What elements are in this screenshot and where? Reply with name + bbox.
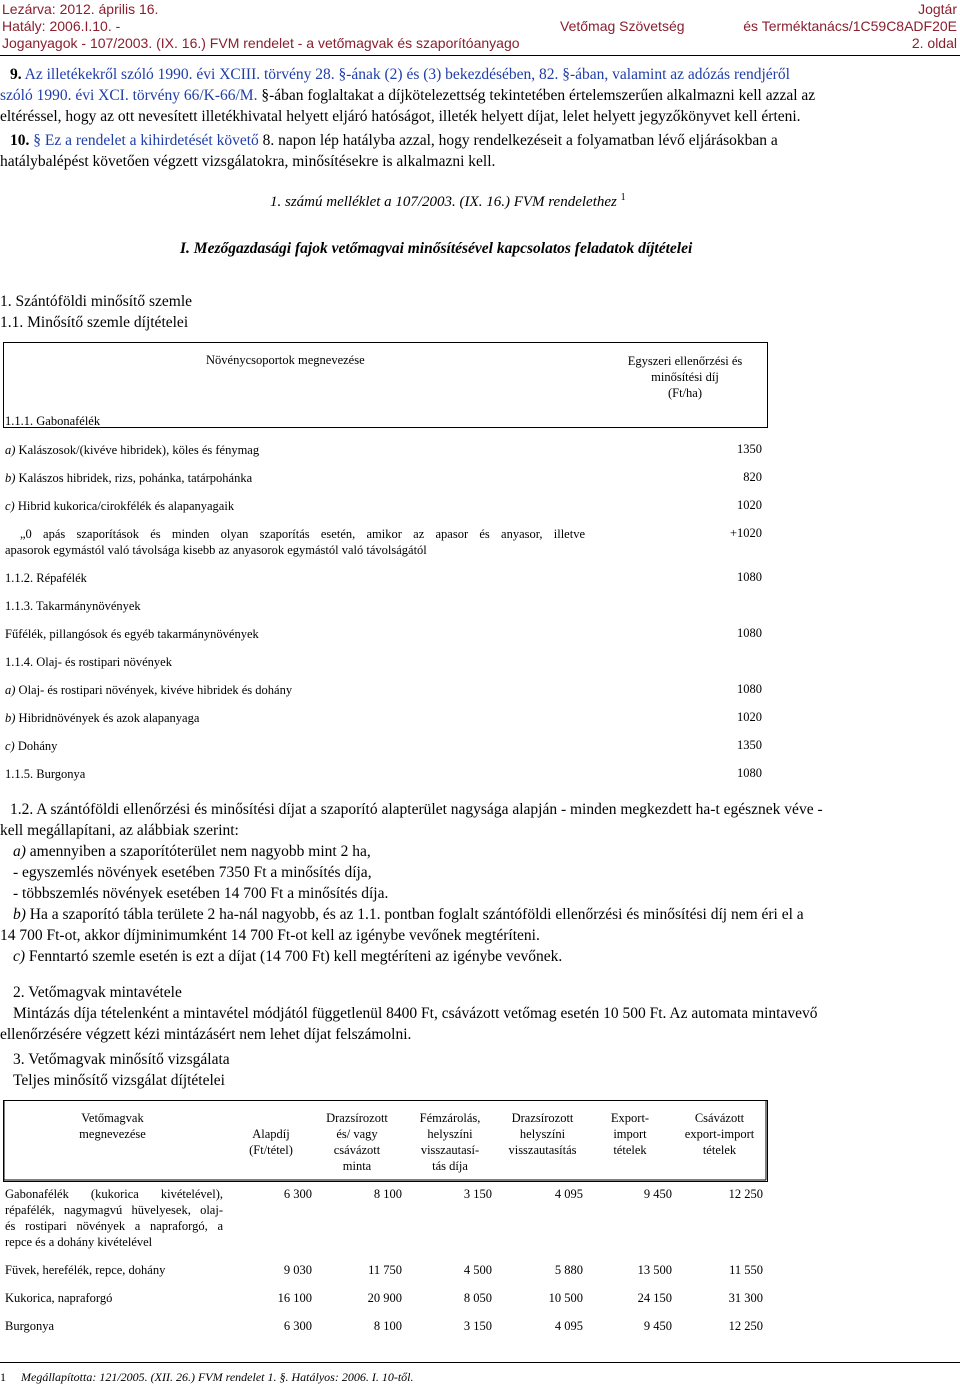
table2-cell: 8 050 — [463, 1291, 492, 1305]
table2-cell: 3 150 — [463, 1319, 492, 1333]
header-line: visszautasí- — [420, 1143, 480, 1157]
header-organization: Vetőmag Szövetség — [560, 18, 685, 34]
header-line: és/ vagy — [336, 1127, 378, 1141]
section-1-2-a1: - egyszemlés növények esetében 7350 Ft a minősítés díja, — [13, 864, 372, 881]
table2-cell: 8 100 — [373, 1187, 402, 1201]
footnote-divider — [0, 1362, 960, 1363]
header-line: megnevezése — [79, 1127, 146, 1141]
section-9-link-text[interactable]: Az illetékekről szóló 1990. évi XCIII. törvény 28. §-ának (2) és (3) bekezdésében, 82. §-ában, valamint az adózás rendjéről — [24, 66, 790, 83]
row-prefix: c) — [5, 499, 15, 513]
header-line: Alapdíj — [252, 1127, 290, 1141]
row-label: Kalászosok/(kivéve hibridek), köles és fénymag — [18, 443, 260, 457]
table1-group-label: 1.1.1. Gabonafélék — [5, 414, 101, 428]
footnote-number: 1 — [0, 1370, 6, 1384]
section-10-number: 10. — [10, 132, 30, 149]
row-name-line: Gabonafélék (kukorica kivételével), — [5, 1187, 223, 1201]
table2-col-coated-rejection — [495, 1110, 590, 1158]
row-value: 1350 — [737, 738, 762, 752]
header-line: (Ft/tétel) — [249, 1143, 293, 1157]
section-1-2-a2: - többszemlés növények esetében 14 700 Ft a minősítés díja. — [13, 885, 389, 902]
table2-row-name — [5, 1186, 223, 1250]
row-label: „0 apás szaporítások és minden olyan szaporítás esetén, amikor az apasor és anyasor, illetve — [20, 527, 585, 541]
table1-row: 1.1.2. Répafélék — [5, 571, 87, 585]
row-label: Hibrid kukorica/cirokfélék és alapanyagaik — [17, 499, 235, 513]
annex-subtitle: I. Mezőgazdasági fajok vetőmagvai minősítésével kapcsolatos feladatok díjtételei — [180, 240, 693, 257]
table2-row-name: Füvek, herefélék, repce, dohány — [5, 1263, 166, 1277]
table2-cell: 9 030 — [283, 1263, 312, 1277]
row-value: 1080 — [737, 570, 762, 584]
item-text: amennyiben a szaporítóterület nem nagyobb mint 2 ha, — [29, 843, 371, 860]
section-9-law-link[interactable]: szóló 1990. évi XCI. törvény 66/K-66/M. — [0, 87, 258, 104]
row-name-line: és rostipari növények a napraforgó, a — [5, 1219, 223, 1233]
table2-cell: 10 500 — [548, 1291, 583, 1305]
section-2-line-2: ellenőrzésére végzett kézi mintázásért nem lehet díjat felszámolni. — [0, 1026, 412, 1043]
item-text: Ha a szaporító tábla területe 2 ha-nál nagyobb, és az 1.1. pontban foglalt szántóföldi ellenőrzési és minősítési díj nem éri el a — [29, 906, 804, 923]
row-value: 820 — [743, 470, 762, 484]
table2-cell: 12 250 — [728, 1187, 763, 1201]
table2-cell: 24 150 — [637, 1291, 672, 1305]
section-2-heading: 2. Vetőmagvak mintavétele — [13, 984, 182, 1001]
header-line: Drazsírozott — [326, 1111, 388, 1125]
row-value: 1080 — [737, 626, 762, 640]
header-effective-date: Hatály: 2006.I.10. - — [2, 18, 121, 34]
row-label-cont: apasorok egymástól való távolsága kisebb az anyasorok egymástól való távolságától — [5, 543, 427, 557]
header-line: tás díja — [432, 1159, 468, 1173]
row-prefix: a) — [5, 683, 16, 697]
table1-row: Fűfélék, pillangósok és egyéb takarmánynövények — [5, 627, 259, 641]
section-1-2-b-cont: 14 700 Ft-ot, akkor díjminimumként 14 700 Ft-ot kell az igénybe vevőnek megtéríteni. — [0, 927, 540, 944]
section-9-text: §-ában foglaltakat a díjkötelezettség tekintetében értelemszerűen alkalmazni kell azzal az — [261, 87, 816, 104]
header-line: Drazsírozott — [511, 1111, 574, 1125]
item-prefix: c) — [13, 948, 26, 965]
header-document-id: és Terméktanács/1C59C8ADF20E — [743, 18, 957, 34]
row-value: +1020 — [729, 526, 762, 540]
table2-col-export-import — [590, 1110, 670, 1158]
header-line: visszautasítás — [508, 1143, 577, 1157]
table1-row: 1.1.4. Olaj- és rostipari növények — [5, 655, 172, 669]
table2-cell: 5 880 — [554, 1263, 583, 1277]
row-name-line: répafélék, nagymagvú hüvelyesek, olaj- — [5, 1203, 223, 1217]
table2-col-name — [5, 1110, 220, 1142]
table2-row-name: Kukorica, napraforgó — [5, 1291, 113, 1305]
table2-cell: 31 300 — [728, 1291, 763, 1305]
section-10-text: 8. napon lép hatályba azzal, hogy rendelkezéseit a folyamatban lévő eljárásokban a — [262, 132, 778, 149]
table2-col-coated — [312, 1110, 402, 1174]
section-1-1-heading: 1.1. Minősítő szemle díjtételei — [0, 314, 189, 331]
table2-cell: 16 100 — [277, 1291, 312, 1305]
header-line: Csávázott — [694, 1111, 745, 1125]
row-label: Dohány — [17, 739, 58, 753]
table1-col-name: Növénycsoportok megnevezése — [206, 353, 365, 367]
row-label: Olaj- és rostipari növények, kivéve hibridek és dohány — [18, 683, 293, 697]
row-value: 1080 — [737, 766, 762, 780]
table1-row: 1.1.3. Takarmánynövények — [5, 599, 141, 613]
section-3-subheading: Teljes minősítő vizsgálat díjtételei — [13, 1072, 225, 1089]
table2-col-coated-export-import — [672, 1110, 767, 1158]
header-line: minta — [342, 1159, 372, 1173]
item-prefix: b) — [13, 906, 26, 923]
header-page-number: 2. oldal — [911, 35, 957, 51]
header-line: helyszíni — [427, 1127, 473, 1141]
table2-cell: 9 450 — [643, 1319, 672, 1333]
section-10-link-text[interactable]: § Ez a rendelet a kihirdetését követő — [33, 132, 259, 149]
item-text: Fenntartó szemle esetén is ezt a díjat (14 700 Ft) kell megtéríteni az igénybe vevőnek. — [28, 948, 563, 965]
table1-col-fee-l3: (Ft/ha) — [667, 386, 703, 400]
header-brand: Jogtár — [918, 1, 957, 17]
footnote — [0, 1370, 413, 1385]
table2-cell: 12 250 — [728, 1319, 763, 1333]
table2-cell: 4 095 — [554, 1319, 583, 1333]
table2-row-name: Burgonya — [5, 1319, 55, 1333]
item-prefix: a) — [13, 843, 26, 860]
header-line: Vetőmagvak — [81, 1111, 144, 1125]
section-1-heading: 1. Szántóföldi minősítő szemle — [0, 293, 193, 310]
table2-cell: 6 300 — [283, 1319, 312, 1333]
table2-col-base-fee — [226, 1126, 316, 1158]
table2-cell: 13 500 — [637, 1263, 672, 1277]
row-prefix: b) — [5, 471, 16, 485]
table2-cell: 20 900 — [367, 1291, 402, 1305]
table2-cell: 3 150 — [463, 1187, 492, 1201]
header-document-title: Joganyagok - 107/2003. (IX. 16.) FVM rendelet - a vetőmagvak és szaporítóanyago — [2, 35, 520, 51]
section-3-heading: 3. Vetőmagvak minősítő vizsgálata — [13, 1051, 230, 1068]
table2-cell: 9 450 — [643, 1187, 672, 1201]
table2-cell: 8 100 — [373, 1319, 402, 1333]
table2-cell: 4 095 — [554, 1187, 583, 1201]
annex-title-text: 1. számú melléklet a 107/2003. (IX. 16.) FVM rendelethez — [270, 194, 617, 210]
table2-cell: 11 550 — [729, 1263, 763, 1277]
row-label: Hibridnövények és azok alapanyaga — [18, 711, 200, 725]
row-prefix: a) — [5, 443, 16, 457]
row-prefix: b) — [5, 711, 16, 725]
table2-cell: 11 750 — [368, 1263, 402, 1277]
row-value: 1020 — [737, 498, 762, 512]
section-1-2-line-2: kell megállapítani, az alábbiak szerint: — [0, 822, 239, 839]
header-line: import — [613, 1127, 647, 1141]
header-line: Export- — [610, 1111, 650, 1125]
row-value: 1350 — [737, 442, 762, 456]
section-2-line-1: Mintázás díja tételenként a mintavétel módjától függetlenül 8400 Ft, csávázott vetőmag esetén 10 500 Ft. Az automata mintavevő — [13, 1005, 818, 1022]
header-line: tételek — [613, 1143, 647, 1157]
table2-cell: 6 300 — [283, 1187, 312, 1201]
table1-col-fee-l1: Egyszeri ellenőrzési és — [627, 354, 743, 368]
table2-col-sealing — [405, 1110, 495, 1174]
annex-footnote-ref[interactable]: 1 — [620, 192, 626, 203]
header-line: csávázott — [333, 1143, 381, 1157]
footnote-text: Megállapította: 121/2005. (XII. 26.) FVM rendelet 1. §. Hatályos: 2006. I. 10-től. — [21, 1370, 414, 1384]
header-line: tételek — [702, 1143, 737, 1157]
section-1-2-line-1: 1.2. A szántóföldi ellenőrzési és minősítési díjat a szaporító alapterület nagysága alapján - minden megkezdett ha-t egésznek véve - — [10, 801, 823, 818]
section-9-number: 9. — [10, 66, 22, 83]
section-10-line-2: hatálybalépést követően végzett vizsgálatokra, minősítésekre is alkalmazni kell. — [0, 153, 496, 170]
row-prefix: c) — [5, 739, 15, 753]
header-lock-date: Lezárva: 2012. április 16. — [2, 1, 159, 17]
header-line: export-import — [684, 1127, 755, 1141]
row-value: 1020 — [737, 710, 762, 724]
header-line: Fémzárolás, — [419, 1111, 481, 1125]
row-name-line: repce és a dohány kivételével — [5, 1235, 153, 1249]
table1-col-fee-l2: minősítési díj — [651, 370, 719, 384]
header-line: helyszíni — [519, 1127, 566, 1141]
row-label: Kalászos hibridek, rizs, pohánka, tatárpohánka — [18, 471, 253, 485]
row-value: 1080 — [737, 682, 762, 696]
table2-cell: 4 500 — [463, 1263, 492, 1277]
table1-row: 1.1.5. Burgonya — [5, 767, 86, 781]
section-9-line-3: eltéréssel, hogy az ott nevesített illetékhivatal helyett eljáró hatóságot, illeték helyett díjat, lelet helyett jegyzőkönyvet kell érteni. — [0, 108, 801, 125]
